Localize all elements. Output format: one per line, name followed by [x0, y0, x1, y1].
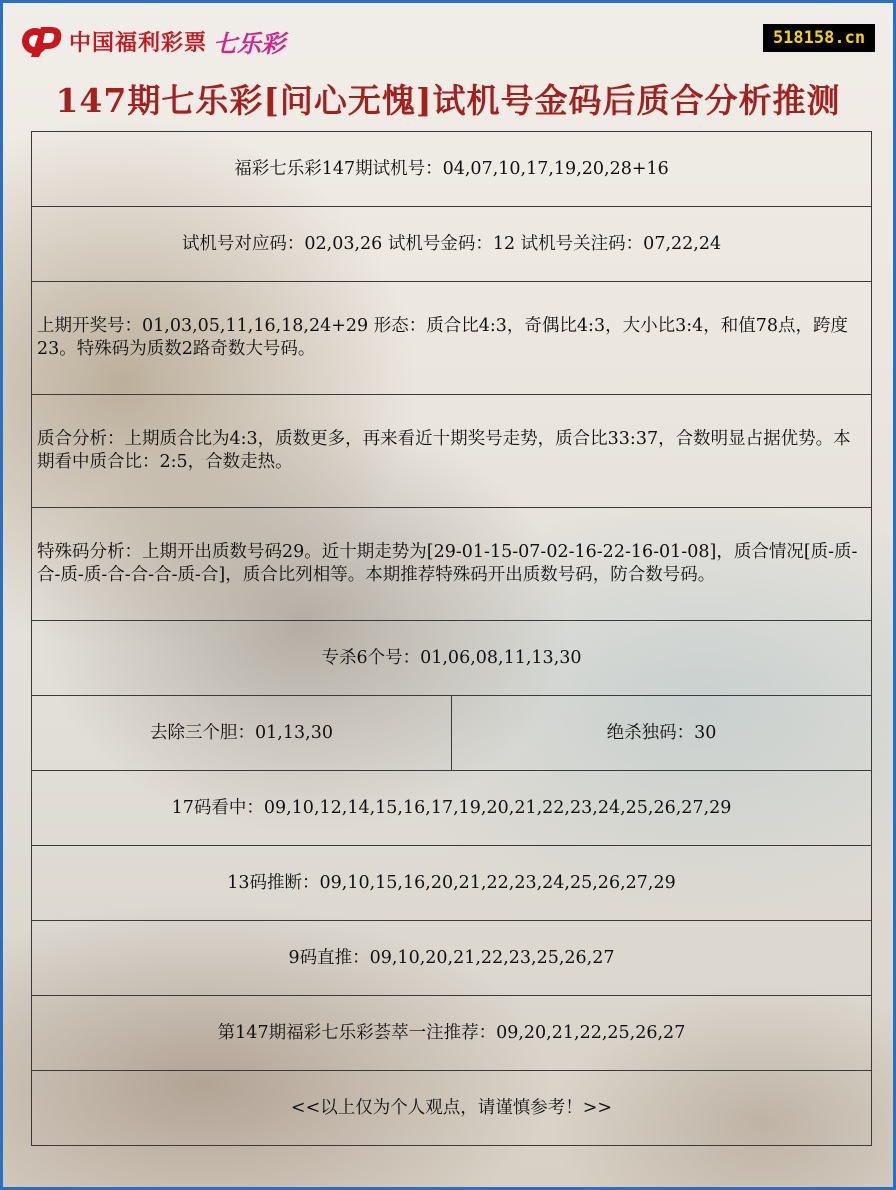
recommend-row	[31, 996, 872, 1071]
disclaimer-text: <<以上仅为个人观点，请谨慎参考！>>	[290, 1097, 613, 1118]
recommend-text: 第147期福彩七乐彩荟萃一注推荐：09,20,21,22,25,26,27	[217, 1022, 686, 1043]
special-analysis-row	[31, 508, 872, 621]
trial-numbers-row	[31, 132, 872, 207]
kill-six-row	[31, 621, 872, 696]
last-draw-row	[31, 282, 872, 395]
pick-9-row	[31, 921, 872, 996]
logo-text: 中国福利彩票	[69, 30, 208, 56]
trial-codes-text: 试机号对应码：02,03,26 试机号金码：12 试机号关注码：07,22,24	[181, 233, 722, 254]
disclaimer-row	[31, 1071, 872, 1146]
pick-13-text: 13码推断：09,10,15,16,20,21,22,23,24,25,26,27,29	[227, 872, 676, 893]
logo-brand: 七乐彩	[213, 29, 286, 58]
trial-numbers-text: 福彩七乐彩147期试机号：04,07,10,17,19,20,28+16	[234, 158, 669, 179]
special-analysis-text: 特殊码分析：上期开出质数号码29。近十期走势为[29-01-15-07-02-16-22-16-01-08]，质合情况[质-质-合-质-质-合-合-合-质-合]，质合比列相等。本期推荐特殊码开出质数号码，防合数号码。	[37, 542, 858, 585]
page-title: 147期七乐彩[问心无愧]试机号金码后质合分析推测	[55, 81, 841, 120]
china-welfare-lottery-logo	[21, 23, 285, 59]
analysis-table	[31, 131, 872, 1146]
pick-13-row	[31, 846, 872, 921]
prime-analysis-row	[31, 395, 872, 508]
kill-single-cell	[451, 696, 871, 770]
kill-six-text: 专杀6个号：01,06,08,11,13,30	[321, 647, 582, 668]
prime-analysis-text: 质合分析：上期质合比为4:3，质数更多，再来看近十期奖号走势，质合比33:37，合数明显占据优势。本期看中质合比：2:5，合数走热。	[37, 429, 851, 472]
trial-codes-row	[31, 207, 872, 282]
pick-17-row	[31, 771, 872, 846]
pick-17-text: 17码看中：09,10,12,14,15,16,17,19,20,21,22,23,24,25,26,27,29	[171, 797, 732, 818]
last-draw-text: 上期开奖号：01,03,05,11,16,18,24+29 形态：质合比4:3，奇偶比4:3，大小比3:4，和值78点，跨度23。特殊码为质数2路奇数大号码。	[37, 316, 849, 359]
split-row	[31, 696, 872, 771]
site-badge[interactable]: 518158.cn	[763, 24, 875, 52]
remove-three-text: 去除三个胆：01,13,30	[150, 722, 333, 743]
pick-9-text: 9码直推：09,10,20,21,22,23,25,26,27	[288, 947, 615, 968]
kill-single-text: 绝杀独码：30	[606, 722, 717, 743]
remove-three-cell	[32, 696, 451, 770]
lottery-logo-icon	[21, 23, 65, 59]
